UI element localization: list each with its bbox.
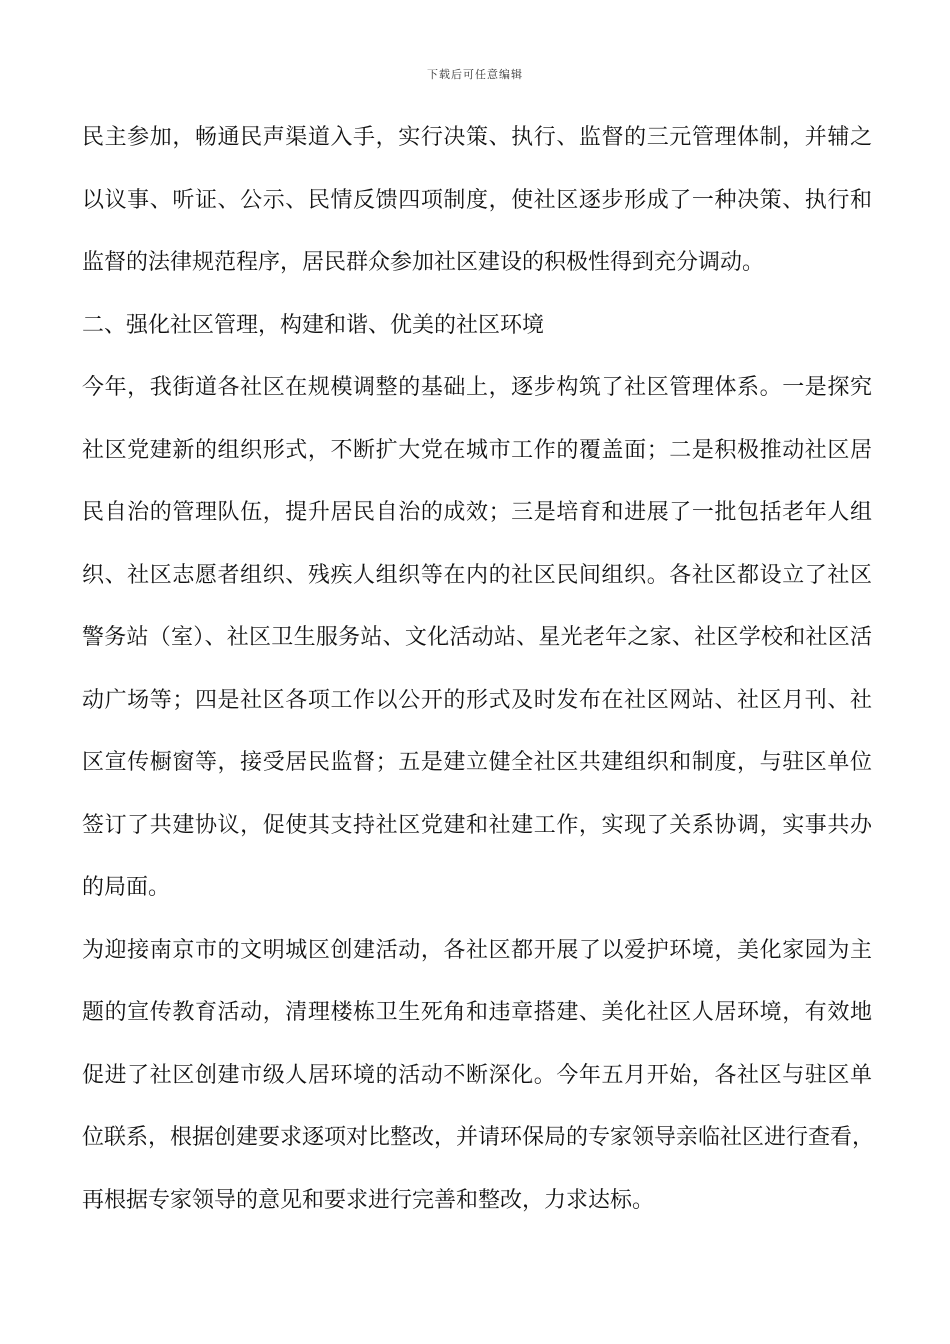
document-body: [82, 115, 875, 1240]
body-line: 再根据专家领导的意见和要求进行完善和整改，力求达标。: [82, 1187, 655, 1213]
body-line: 为迎接南京市的文明城区创建活动，各社区都开展了以爱护环境，美化家园为主: [82, 937, 872, 963]
body-line: 动广场等；四是社区各项工作以公开的形式及时发布在社区网站、社区月刊、社: [82, 687, 872, 713]
body-line: 区宣传橱窗等，接受居民监督；五是建立健全社区共建组织和制度，与驻区单位: [82, 750, 872, 775]
section-heading: 二、强化社区管理，构建和谐、优美的社区环境: [82, 312, 545, 338]
body-line: 签订了共建协议，促使其支持社区党建和社建工作，实现了关系协调，实事共办: [82, 812, 872, 838]
body-line: 社区党建新的组织形式，不断扩大党在城市工作的覆盖面；二是积极推动社区居: [82, 437, 872, 463]
body-line: 织、社区志愿者组织、残疾人组织等在内的社区民间组织。各社区都设立了社区: [82, 562, 872, 588]
page-header-note: 下载后可任意编辑: [427, 68, 523, 81]
body-line: 位联系，根据创建要求逐项对比整改，并请环保局的专家领导亲临社区进行查看，: [82, 1125, 875, 1150]
body-line: 警务站（室）、社区卫生服务站、文化活动站、星光老年之家、社区学校和社区活: [82, 625, 872, 650]
body-line: 促进了社区创建市级人居环境的活动不断深化。今年五月开始，各社区与驻区单: [82, 1062, 872, 1088]
body-line: 题的宣传教育活动，清理楼栋卫生死角和违章搭建、美化社区人居环境，有效地: [82, 1000, 872, 1025]
body-line: 民主参加，畅通民声渠道入手，实行决策、执行、监督的三元管理体制，并辅之: [82, 125, 872, 150]
body-line: 民自治的管理队伍，提升居民自治的成效；三是培育和进展了一批包括老年人组: [82, 500, 872, 525]
body-line: 以议事、听证、公示、民情反馈四项制度，使社区逐步形成了一种决策、执行和: [82, 187, 872, 213]
body-line: 今年，我街道各社区在规模调整的基础上，逐步构筑了社区管理体系。一是探究: [82, 375, 872, 400]
body-line: 监督的法律规范程序，居民群众参加社区建设的积极性得到充分调动。: [82, 250, 765, 275]
body-line: 的局面。: [82, 875, 171, 900]
